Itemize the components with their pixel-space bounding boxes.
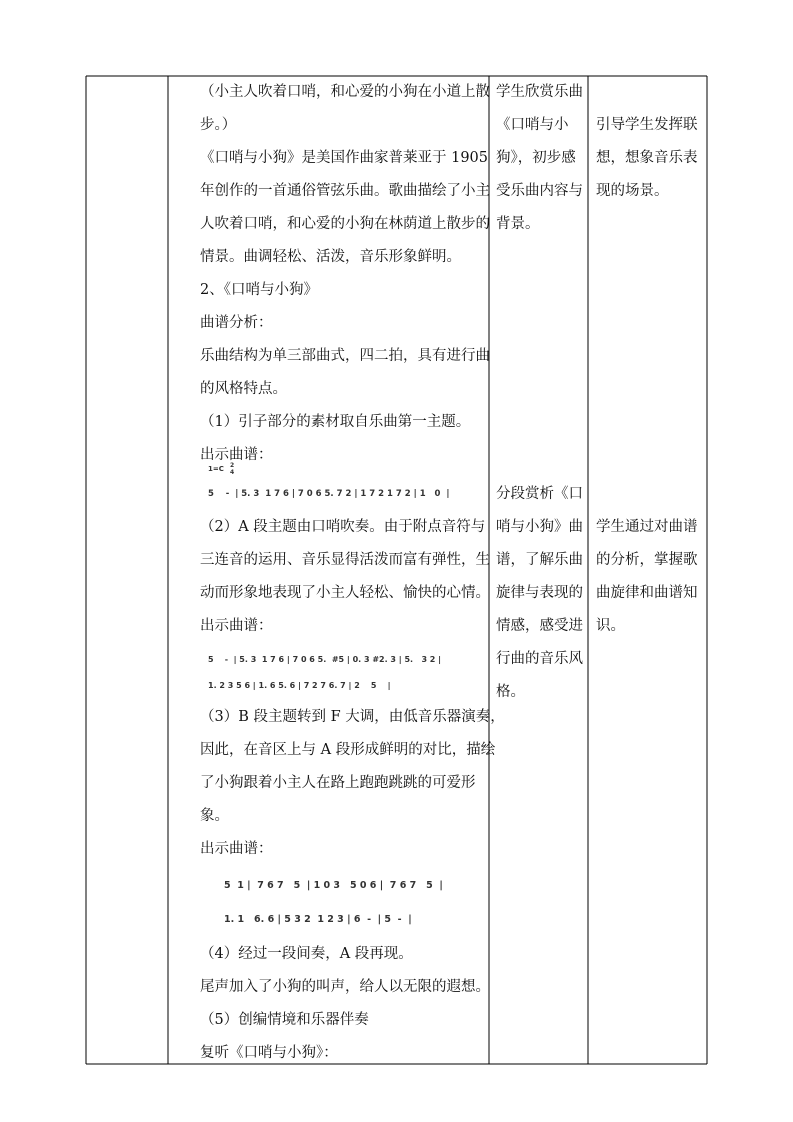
text-line: （小主人吹着口哨，和心爱的小狗在小道上散	[200, 84, 490, 100]
text-line: 2、《口哨与小狗》	[200, 282, 318, 298]
design-intent-1	[596, 109, 704, 208]
score-row: 5 - | 5. 3 1 7 6 | 7 0 6 5. #5 | 0. 3 #2. 3 | 5. 3 2 |	[208, 655, 442, 664]
text-line: 曲旋律和曲谱知	[596, 585, 698, 601]
text-line: 引导学生发挥联	[596, 117, 698, 133]
main-text-block-1	[200, 76, 488, 472]
text-line: 旋律与表现的	[496, 585, 583, 601]
design-intent-2	[596, 511, 704, 643]
text-line: 的风格特点。	[200, 381, 287, 397]
student-activity-2	[496, 478, 586, 709]
text-line: 现的场景。	[596, 183, 669, 199]
main-text-block-3	[200, 701, 505, 866]
text-line: 情感，感受进	[496, 618, 583, 634]
main-text-block-4	[200, 938, 488, 1070]
score-row: 5 - | 5. 3 1 7 6 | 7 0 6 5. 7 2 | 1 7 2 1 7 2 | 1 0 |	[208, 489, 450, 499]
score-row: 1. 1 6. 6 | 5 3 2 1 2 3 | 6 - | 5 - |	[224, 914, 412, 925]
text-line: 三连音的运用、音乐显得活泼而富有弹性，生	[200, 552, 490, 568]
text-line: 哨与小狗》曲	[496, 519, 583, 535]
text-line: （1）引子部分的素材取自乐曲第一主题。	[200, 414, 471, 430]
student-activity-1	[496, 76, 586, 241]
text-line: 年创作的一首通俗管弦乐曲。歌曲描绘了小主	[200, 183, 490, 199]
text-line: 受乐曲内容与	[496, 183, 583, 199]
text-line: 背景。	[496, 216, 540, 232]
text-line: 行曲的音乐风	[496, 651, 583, 667]
text-line: 狗》，初步感	[496, 150, 576, 166]
text-line: 动而形象地表现了小主人轻松、愉快的心情。	[200, 585, 490, 601]
text-line: 因此，在音区上与 A 段形成鲜明的对比，描绘	[200, 742, 496, 758]
text-line: 了小狗跟着小主人在路上跑跑跳跳的可爱形	[200, 775, 476, 791]
text-line: 出示曲谱：	[200, 447, 273, 463]
text-line: 学生欣赏乐曲	[496, 84, 583, 100]
main-text-block-2	[200, 511, 488, 643]
score-time-bottom: 4	[230, 469, 235, 476]
score-row: 1. 2 3 5 6 | 1. 6 5. 6 | 7 2 7 6. 7 | 2 5 |	[208, 681, 391, 690]
score-time-top: 2	[230, 462, 235, 469]
score-key: 1=C	[208, 465, 224, 473]
text-line: （2）A 段主题由口哨吹奏。由于附点音符与	[200, 519, 486, 535]
text-line: 情景。曲调轻松、活泼，音乐形象鲜明。	[200, 249, 461, 265]
text-line: （5）创编情境和乐器伴奏	[200, 1012, 369, 1028]
text-line: 《口哨与小狗》是美国作曲家普莱亚于 1905	[200, 150, 489, 166]
text-line: （4）经过一段间奏，A 段再现。	[200, 946, 413, 962]
text-line: 格。	[496, 684, 525, 700]
music-score-intro	[200, 458, 480, 510]
text-line: 步。）	[200, 117, 237, 133]
text-line: 曲谱分析：	[200, 315, 273, 331]
text-line: 出示曲谱：	[200, 618, 273, 634]
music-score-b	[200, 868, 485, 934]
text-line: 想，想象音乐表	[596, 150, 698, 166]
text-line: 象。	[200, 808, 229, 824]
text-line: 识。	[596, 618, 625, 634]
text-line: 《口哨与小	[496, 117, 569, 133]
text-line: 谱，了解乐曲	[496, 552, 583, 568]
text-line: （3）B 段主题转到 F 大调，由低音乐器演奏，	[200, 709, 505, 725]
text-line: 学生通过对曲谱	[596, 519, 698, 535]
music-score-a	[200, 646, 485, 700]
text-line: 出示曲谱：	[200, 841, 273, 857]
text-line: 乐曲结构为单三部曲式，四二拍，具有进行曲	[200, 348, 490, 364]
text-line: 的分析，掌握歌	[596, 552, 698, 568]
text-line: 尾声加入了小狗的叫声，给人以无限的遐想。	[200, 979, 490, 995]
text-line: 分段赏析《口	[496, 486, 583, 502]
score-row: 5 1 | 7 6 7 5 | 1 0 3 5 0 6 | 7 6 7 5 |	[224, 880, 443, 891]
text-line: 复听《口哨与小狗》：	[200, 1045, 338, 1061]
text-line: 人吹着口哨，和心爱的小狗在林荫道上散步的	[200, 216, 490, 232]
